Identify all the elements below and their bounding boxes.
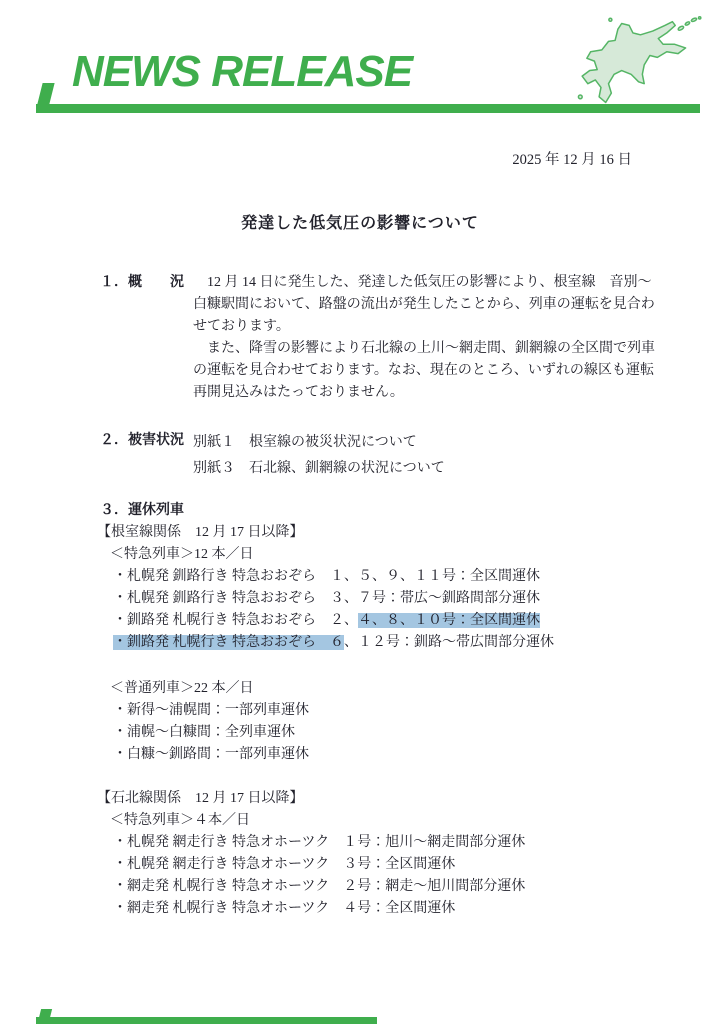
local-train-item: ・新得～浦幌間：一部列車運休 [113, 703, 309, 718]
damage-item: 別紙３ 石北線、釧網線の状況について [193, 461, 445, 476]
item-text: ・札幌発 釧路行き 特急おおぞら ３、７号：帯広～釧路間部分運休 [113, 591, 540, 606]
paragraph-line: 再開見込みはたっておりません。 [193, 385, 404, 400]
item-text: ・札幌発 釧路行き 特急おおぞら １、５、９、１１号：全区間運休 [113, 569, 540, 584]
nemuro-line-heading: 【根室線関係 12 月 17 日以降】 [97, 525, 304, 540]
document-title: 発達した低気圧の影響について [241, 215, 479, 232]
suspension-section-label: ３．運休列車 [100, 503, 184, 518]
sekihoku-line-heading: 【石北線関係 12 月 17 日以降】 [97, 791, 304, 806]
item-text: 、１２号：釧路～帯広間部分運休 [344, 635, 554, 650]
train-suspension-item [0, 632, 720, 654]
paragraph-line: せております。 [193, 319, 290, 334]
footer-partial-bar [36, 1017, 377, 1024]
news-release-logo: NEWS RELEASE [72, 47, 413, 96]
item-text: ・釧路発 札幌行き 特急おおぞら ２、 [113, 613, 358, 628]
damage-section-label: ２．被害状況 [100, 433, 184, 448]
logo-tick-mark [37, 83, 54, 104]
damage-item-list [193, 430, 720, 482]
train-suspension-item [0, 566, 720, 588]
section-overview [0, 272, 720, 404]
local-train-item: ・浦幌～白糠間：全列車運休 [113, 725, 295, 740]
local-train-item: ・白糠～釧路間：一部列車運休 [113, 747, 309, 762]
date-line: 2025 年 12 月 16 日 [512, 152, 632, 168]
train-suspension-item: ・網走発 札幌行き 特急オホーツク ２号：網走～旭川間部分運休 [113, 879, 526, 894]
sekihoku-limited-express-heading: ＜特急列車＞４本／日 [110, 813, 250, 828]
train-suspension-item [0, 610, 720, 632]
section-damage [0, 430, 720, 482]
hokkaido-map-icon [556, 16, 708, 110]
train-suspension-item [0, 588, 720, 610]
highlighted-text: ・釧路発 札幌行き 特急おおぞら ６ [113, 635, 344, 650]
overview-section-label: １．概 況 [100, 275, 184, 290]
train-suspension-item: ・網走発 札幌行き 特急オホーツク ４号：全区間運休 [113, 901, 456, 916]
section-suspension [0, 500, 720, 920]
nemuro-local-train-heading: ＜普通列車＞22 本／日 [110, 681, 254, 696]
paragraph-line: 白糠駅間において、路盤の流出が発生したことから、列車の運転を見合わ [193, 297, 655, 312]
paragraph-line: の運転を見合わせております。なお、現在のところ、いずれの線区も運転 [193, 363, 654, 378]
train-suspension-item: ・札幌発 網走行き 特急オホーツク １号：旭川～網走間部分運休 [113, 835, 526, 850]
damage-item: 別紙１ 根室線の被災状況について [193, 435, 417, 450]
train-suspension-item: ・札幌発 網走行き 特急オホーツク ３号：全区間運休 [113, 857, 456, 872]
paragraph-line: また、降雪の影響により石北線の上川～網走間、釧網線の全区間で列車 [193, 341, 655, 356]
nemuro-limited-express-heading: ＜特急列車＞12 本／日 [110, 547, 254, 562]
overview-paragraph [193, 272, 720, 404]
highlighted-text: ４、８、１０号：全区間運休 [358, 613, 540, 628]
paragraph-line: 12 月 14 日に発生した、発達した低気圧の影響により、根室線 音別～ [193, 275, 652, 290]
